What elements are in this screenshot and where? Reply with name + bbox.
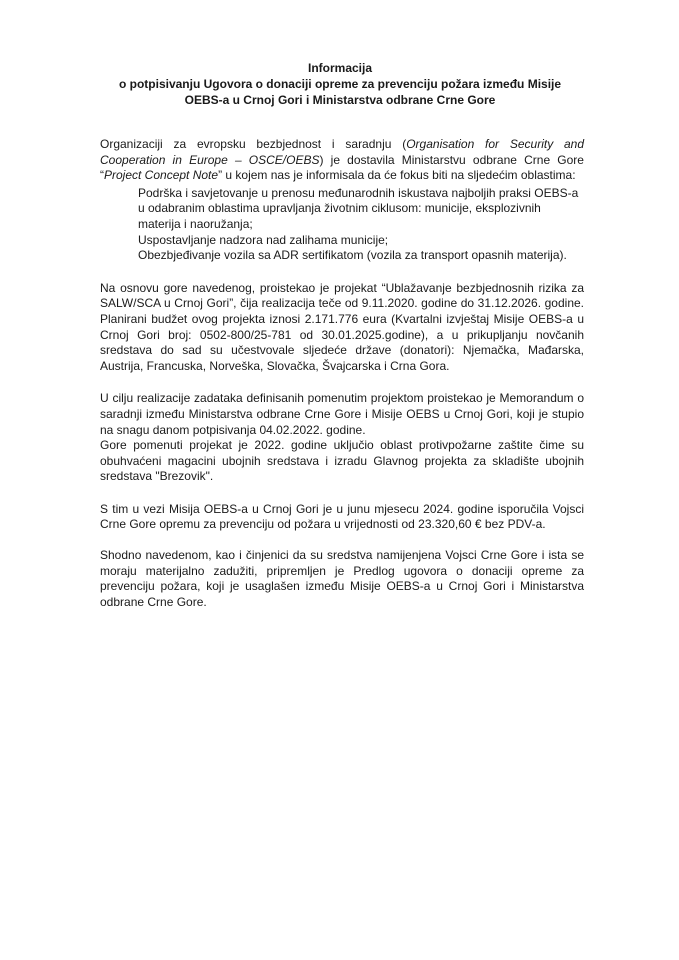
conclusion-paragraph: Shodno navedenom, kao i činjenici da su sredstva namijenjena Vojsci Crne Gore i ista se moraju materijalno zadužiti, pripremljen je Predlog ugovora o donaciji opreme za prevenciju požara, koji je usaglašen između Misije OEBS-a u Crnoj Gori i Ministarstva odbrane Crne Gore.	[100, 548, 584, 609]
project-paragraph: Na osnovu gore navedenog, proistekao je projekat “Ublažavanje bezbjednosnih rizika za SALW/SCA u Crnoj Gori”, čija realizacija teče od 9.11.2020. godine do 31.12.2026. godine. Planirani budžet ovog projekta iznosi 2.171.776 eura (Kvartalni izvještaj Misije OEBS-a u Crnoj Gori broj: 0502-800/25-781 od 30.01.2025.godine), a u prikupljanju novčanih sredstava do sad su učestvovale sljedeće države (donatori): Njemačka, Mađarska, Austrija, Francuska, Norveška, Slovačka, Švajcarska i Crna Gora.	[100, 280, 584, 373]
title-line-3: OEBS-a u Crnoj Gori i Ministarstva odbrane Crne Gore	[184, 93, 496, 107]
focus-area-item: Obezbjeđivanje vozila sa ADR sertifikatom (vozila za transport opasnih materija).	[138, 248, 567, 263]
intro-paragraph	[100, 137, 584, 184]
focus-area-item: Uspostavljanje nadzora nad zalihama municije;	[138, 232, 389, 247]
title-line-1: Informacija	[307, 61, 373, 75]
intro-text-3: ” u kojem nas je informisala da će fokus biti na sljedećim oblastima:	[218, 168, 576, 183]
document-body	[100, 137, 584, 610]
intro-text-1: Organizaciji za evropsku bezbjednost i saradnju (	[100, 137, 407, 151]
intro-org-name: Organisation for Security and Cooperation in Europe – OSCE/OEBS	[100, 137, 585, 167]
title-line-2: o potpisivanju Ugovora o donaciji opreme za prevenciju požara između Misije	[118, 77, 562, 91]
intro-text-2: ) je dostavila Ministarstvu odbrane Crne Gore “	[100, 152, 584, 183]
document-title	[60, 60, 620, 108]
delivery-paragraph: S tim u vezi Misija OEBS-a u Crnoj Gori je u junu mjesecu 2024. godine isporučila Vojsci Crne Gore opremu za prevenciju od požara u vrijednosti od 23.320,60 € bez PDV-a.	[100, 501, 584, 532]
focus-area-item: Podrška i savjetovanje u prenosu međunarodnih iskustava najboljih praksi OEBS-a u odabranim oblastima upravljanja životnim ciklusom: municije, eksplozivnih materija i naoružanja;	[138, 185, 579, 231]
focus-areas-list	[100, 186, 584, 264]
intro-concept-note: Project Concept Note	[104, 168, 219, 183]
memorandum-paragraph: U cilju realizacije zadataka definisanih pomenutim projektom proistekao je Memorandum o saradnji između Ministarstva odbrane Crne Gore i Misije OEBS u Crnoj Gori, koji je stupio na snagu danom potpisivanja 04.02.2022. godine.	[100, 391, 584, 437]
fire-protection-paragraph: Gore pomenuti projekat je 2022. godine uključio oblast protivpožarne zaštite čime su obuhvaćeni magacini ubojnih sredstava i izradu Glavnog projekta za skladište ubojnih sredstava "Brezovik".	[100, 438, 584, 484]
